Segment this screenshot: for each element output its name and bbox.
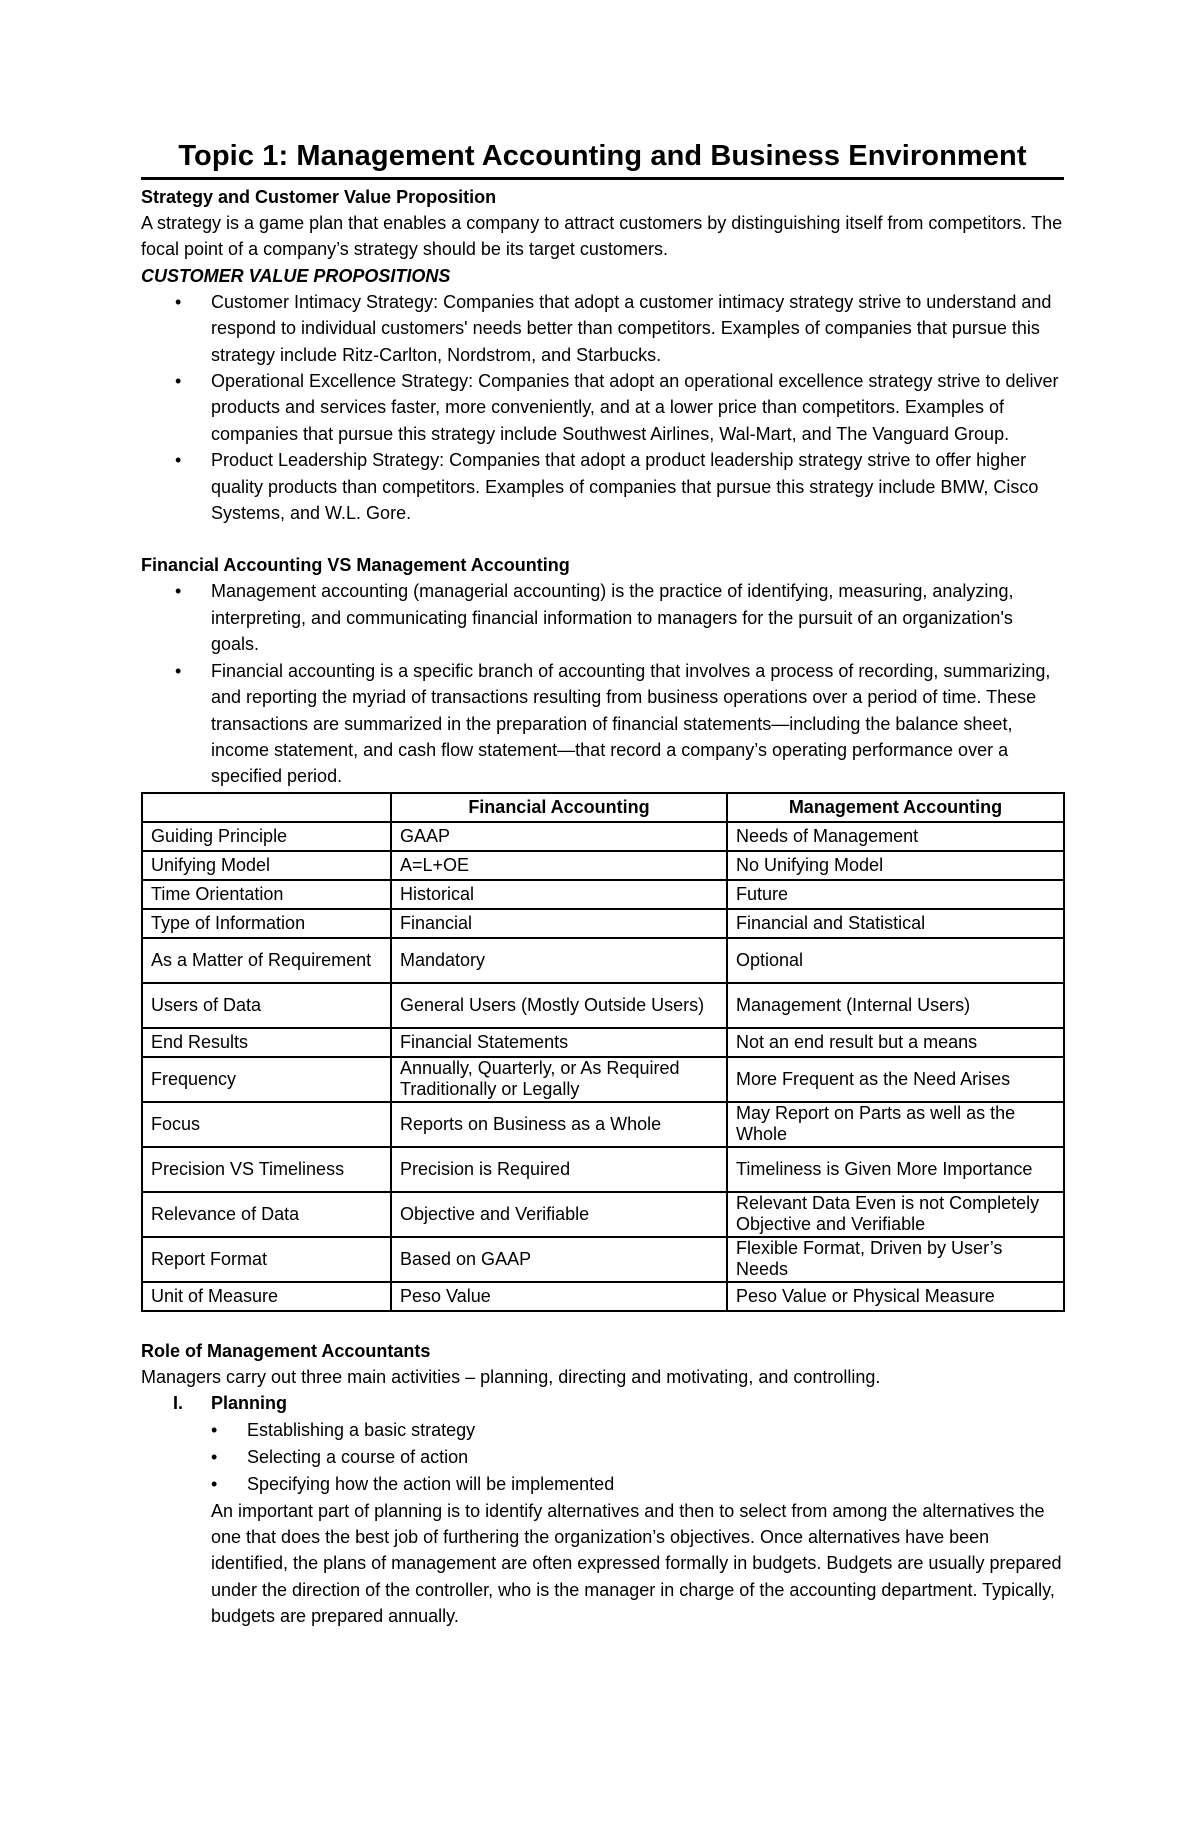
table-cell: Focus bbox=[142, 1102, 391, 1147]
table-row bbox=[142, 1282, 1064, 1311]
table-cell: Type of Information bbox=[142, 909, 391, 938]
planning-bullet-list bbox=[141, 1417, 1064, 1498]
table-row bbox=[142, 983, 1064, 1028]
table-cell: More Frequent as the Need Arises bbox=[727, 1057, 1064, 1102]
table-cell: Financial bbox=[391, 909, 727, 938]
table-row bbox=[142, 1102, 1064, 1147]
table-cell: GAAP bbox=[391, 822, 727, 851]
cvp-bullet-list bbox=[141, 289, 1064, 527]
list-item bbox=[141, 368, 1064, 447]
list-item-text: Product Leadership Strategy: Companies that adopt a product leadership strategy strive to offer higher quality products than competitors. Examples of companies that pursue this strategy include BMW, Cisco Systems, and W.L. Gore. bbox=[211, 450, 1039, 524]
list-item-text: Establishing a basic strategy bbox=[247, 1419, 476, 1440]
list-item-text: Selecting a course of action bbox=[247, 1446, 469, 1467]
table-cell: Not an end result but a means bbox=[727, 1028, 1064, 1057]
list-item-text: Customer Intimacy Strategy: Companies that adopt a customer intimacy strategy strive to understand and respond to individual customers' needs better than competitors. Examples of companies that pursue this strategy include Ritz-Carlton, Nordstrom, and Starbucks. bbox=[211, 291, 1052, 365]
table-cell: Financial and Statistical bbox=[727, 909, 1064, 938]
table-header-row bbox=[142, 793, 1064, 822]
table-row bbox=[142, 1237, 1064, 1282]
table-row bbox=[142, 880, 1064, 909]
planning-label: Planning bbox=[211, 1393, 287, 1414]
spacer bbox=[141, 526, 1064, 552]
table-row bbox=[142, 1028, 1064, 1057]
table-cell: Frequency bbox=[142, 1057, 391, 1102]
table-cell: Precision is Required bbox=[391, 1147, 727, 1192]
list-item bbox=[141, 658, 1064, 790]
table-row bbox=[142, 1147, 1064, 1192]
planning-heading bbox=[141, 1390, 1064, 1416]
list-item-text: Financial accounting is a specific branch of accounting that involves a process of recording, summarizing, and reporting the myriad of transactions resulting from business operations over a period of time. These transactions are summarized in the preparation of financial statements—including the balance sheet, income statement, and cash flow statement—that record a company’s operating performance over a specified period. bbox=[211, 660, 1051, 787]
strategy-heading: Strategy and Customer Value Proposition bbox=[141, 187, 497, 207]
planning-paragraph: An important part of planning is to identify alternatives and then to select from among the alternatives the one that does the best job of furthering the organization’s objectives. Once alternatives have been identified, the plans of management are often expressed formally in budgets. Budgets are usually prepared under the direction of the controller, who is the manager in charge of the accounting department. Typically, budgets are prepared annually. bbox=[211, 1500, 1062, 1627]
comparison-heading: Financial Accounting VS Management Accounting bbox=[141, 555, 570, 576]
spacer bbox=[141, 1312, 1064, 1338]
table-cell: No Unifying Model bbox=[727, 851, 1064, 880]
table-header-cell bbox=[142, 793, 391, 822]
list-item bbox=[141, 1417, 1064, 1444]
table-cell: Based on GAAP bbox=[391, 1237, 727, 1282]
comparison-bullet-list bbox=[141, 578, 1064, 789]
table-cell: Relevant Data Even is not Completely Objective and Verifiable bbox=[727, 1192, 1064, 1237]
planning-numeral: I. bbox=[173, 1393, 184, 1414]
title-divider bbox=[141, 177, 1064, 180]
table-row bbox=[142, 1057, 1064, 1102]
table-row bbox=[142, 1192, 1064, 1237]
table-cell: Historical bbox=[391, 880, 727, 909]
roles-intro: Managers carry out three main activities – planning, directing and motivating, and controlling. bbox=[141, 1366, 881, 1387]
table-cell: Flexible Format, Driven by User’s Needs bbox=[727, 1237, 1064, 1282]
table-cell: Timeliness is Given More Importance bbox=[727, 1147, 1064, 1192]
table-cell: Mandatory bbox=[391, 938, 727, 983]
table-header-cell: Financial Accounting bbox=[391, 793, 727, 822]
bullet-icon: • bbox=[175, 581, 182, 602]
table-cell: Needs of Management bbox=[727, 822, 1064, 851]
table-cell: May Report on Parts as well as the Whole bbox=[727, 1102, 1064, 1147]
bullet-icon: • bbox=[175, 450, 182, 471]
table-cell: Optional bbox=[727, 938, 1064, 983]
roles-heading: Role of Management Accountants bbox=[141, 1340, 431, 1361]
bullet-icon: • bbox=[211, 1473, 218, 1494]
table-cell: Time Orientation bbox=[142, 880, 391, 909]
list-item bbox=[141, 289, 1064, 368]
table-cell: Objective and Verifiable bbox=[391, 1192, 727, 1237]
list-item bbox=[141, 447, 1064, 526]
page-title: Topic 1: Management Accounting and Business Environment bbox=[178, 140, 1027, 172]
bullet-icon: • bbox=[211, 1446, 218, 1467]
table-cell: Users of Data bbox=[142, 983, 391, 1028]
bullet-icon: • bbox=[175, 291, 182, 312]
table-header-cell: Management Accounting bbox=[727, 793, 1064, 822]
table-cell: Management (Internal Users) bbox=[727, 983, 1064, 1028]
table-cell: Guiding Principle bbox=[142, 822, 391, 851]
table-cell: End Results bbox=[142, 1028, 391, 1057]
list-item-text: Specifying how the action will be implemented bbox=[247, 1473, 615, 1494]
table-cell: Precision VS Timeliness bbox=[142, 1147, 391, 1192]
list-item bbox=[141, 1444, 1064, 1471]
table-row bbox=[142, 909, 1064, 938]
list-item bbox=[141, 1471, 1064, 1498]
bullet-icon: • bbox=[175, 371, 182, 392]
table-cell: General Users (Mostly Outside Users) bbox=[391, 983, 727, 1028]
table-cell: Unifying Model bbox=[142, 851, 391, 880]
table-cell: Report Format bbox=[142, 1237, 391, 1282]
bullet-icon: • bbox=[211, 1419, 218, 1440]
table-row bbox=[142, 938, 1064, 983]
table-cell: Future bbox=[727, 880, 1064, 909]
list-item bbox=[141, 578, 1064, 657]
table-cell: Unit of Measure bbox=[142, 1282, 391, 1311]
table-cell: Peso Value bbox=[391, 1282, 727, 1311]
table-cell: Peso Value or Physical Measure bbox=[727, 1282, 1064, 1311]
table-row bbox=[142, 851, 1064, 880]
table-cell: Reports on Business as a Whole bbox=[391, 1102, 727, 1147]
list-item-text: Management accounting (managerial accounting) is the practice of identifying, measuring, analyzing, interpreting, and communicating financial information to managers for the pursuit of an organization's goals. bbox=[211, 581, 1014, 655]
bullet-icon: • bbox=[175, 660, 182, 681]
comparison-table bbox=[141, 792, 1065, 1312]
table-cell: Relevance of Data bbox=[142, 1192, 391, 1237]
table-cell: As a Matter of Requirement bbox=[142, 938, 391, 983]
cvp-heading: CUSTOMER VALUE PROPOSITIONS bbox=[141, 265, 451, 286]
list-item-text: Operational Excellence Strategy: Companies that adopt an operational excellence strategy strive to deliver products and services faster, more conveniently, and at a lower price than competitors. Examples of companies that pursue this strategy include Southwest Airlines, Wal-Mart, and The Vanguard Group. bbox=[211, 371, 1059, 444]
table-cell: Annually, Quarterly, or As Required Traditionally or Legally bbox=[391, 1057, 727, 1102]
table-row bbox=[142, 822, 1064, 851]
table-cell: A=L+OE bbox=[391, 851, 727, 880]
table-cell: Financial Statements bbox=[391, 1028, 727, 1057]
strategy-paragraph: A strategy is a game plan that enables a company to attract customers by distinguishing itself from competitors. The focal point of a company’s strategy should be its target customers. bbox=[141, 213, 1063, 260]
